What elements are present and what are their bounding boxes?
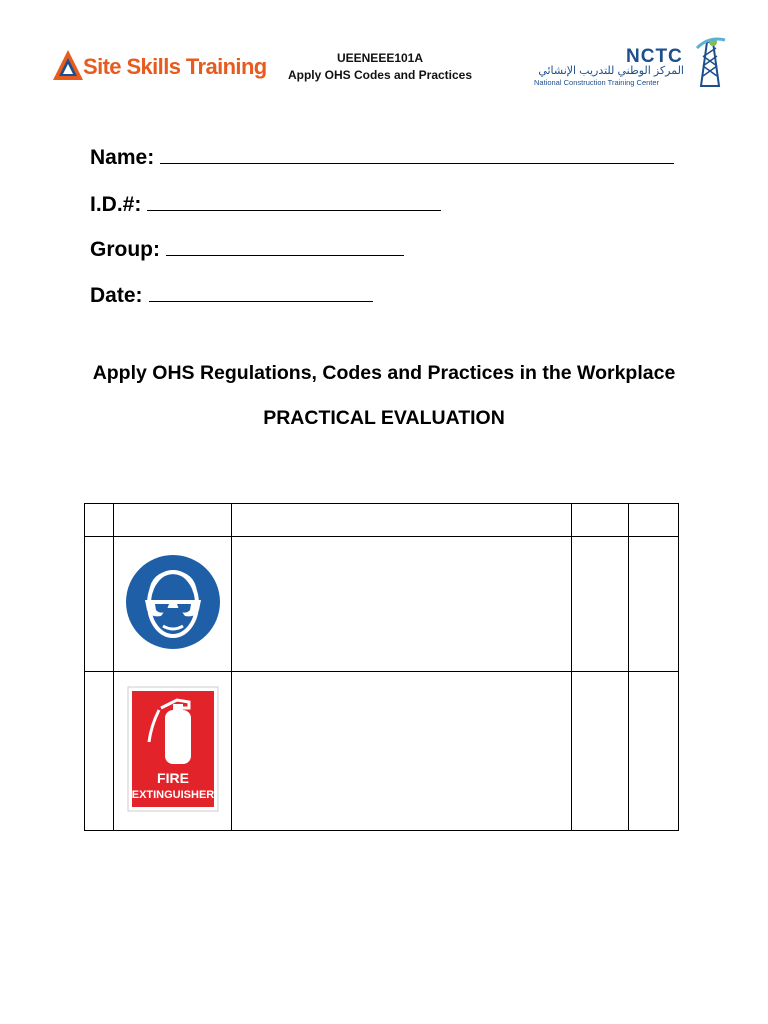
description-cell[interactable] — [232, 537, 572, 672]
sign-text-line1: FIRE — [156, 769, 189, 786]
sign-text-line2: EXTINGUISHER — [131, 788, 214, 801]
row-number-cell — [85, 672, 114, 831]
course-code: UEENEEE101A — [336, 51, 424, 65]
header-cell-number — [85, 504, 114, 537]
evaluation-table — [84, 503, 679, 831]
col4-cell[interactable] — [572, 537, 629, 672]
date-input-line[interactable] — [149, 283, 373, 302]
table-row — [85, 537, 679, 672]
header-cell-col5 — [629, 504, 679, 537]
site-skills-logo-text: Site Skills Training — [83, 54, 267, 79]
group-label: Group: — [90, 238, 160, 261]
col5-cell[interactable] — [629, 537, 679, 672]
course-header — [270, 50, 490, 84]
row-number-cell — [85, 537, 114, 672]
nctc-tower-icon — [693, 36, 727, 88]
group-field — [90, 237, 404, 262]
header-cell-description — [232, 504, 572, 537]
nctc-logo-text: NCTC — [626, 46, 683, 67]
table-row — [85, 672, 679, 831]
sign-cell — [114, 672, 232, 831]
site-skills-logo — [53, 48, 267, 88]
id-label: I.D.#: — [90, 193, 142, 216]
site-skills-logo-icon — [53, 50, 83, 84]
eye-protection-mandatory-sign-icon — [125, 554, 221, 650]
header-cell-col4 — [572, 504, 629, 537]
col5-cell[interactable] — [629, 672, 679, 831]
course-title: Apply OHS Codes and Practices — [287, 68, 473, 82]
nctc-arabic-name: المركز الوطني للتدريب الإنشائي — [538, 65, 684, 77]
name-label: Name: — [90, 146, 155, 169]
nctc-logo — [530, 36, 730, 92]
header-cell-sign — [114, 504, 232, 537]
date-field — [90, 283, 373, 308]
name-input-line[interactable] — [160, 145, 674, 164]
fire-extinguisher-sign-icon — [127, 686, 219, 812]
id-input-line[interactable] — [147, 192, 441, 211]
col4-cell[interactable] — [572, 672, 629, 831]
sign-cell — [114, 537, 232, 672]
document-subtitle: PRACTICAL EVALUATION — [263, 407, 505, 429]
table-header-row — [85, 504, 679, 537]
id-field — [90, 192, 441, 217]
date-label: Date: — [90, 284, 143, 307]
description-cell[interactable] — [232, 672, 572, 831]
name-field — [90, 145, 674, 170]
document-title: Apply OHS Regulations, Codes and Practices in the Workplace — [92, 362, 676, 384]
group-input-line[interactable] — [166, 237, 404, 256]
nctc-english-name: National Construction Training Center — [534, 78, 660, 87]
